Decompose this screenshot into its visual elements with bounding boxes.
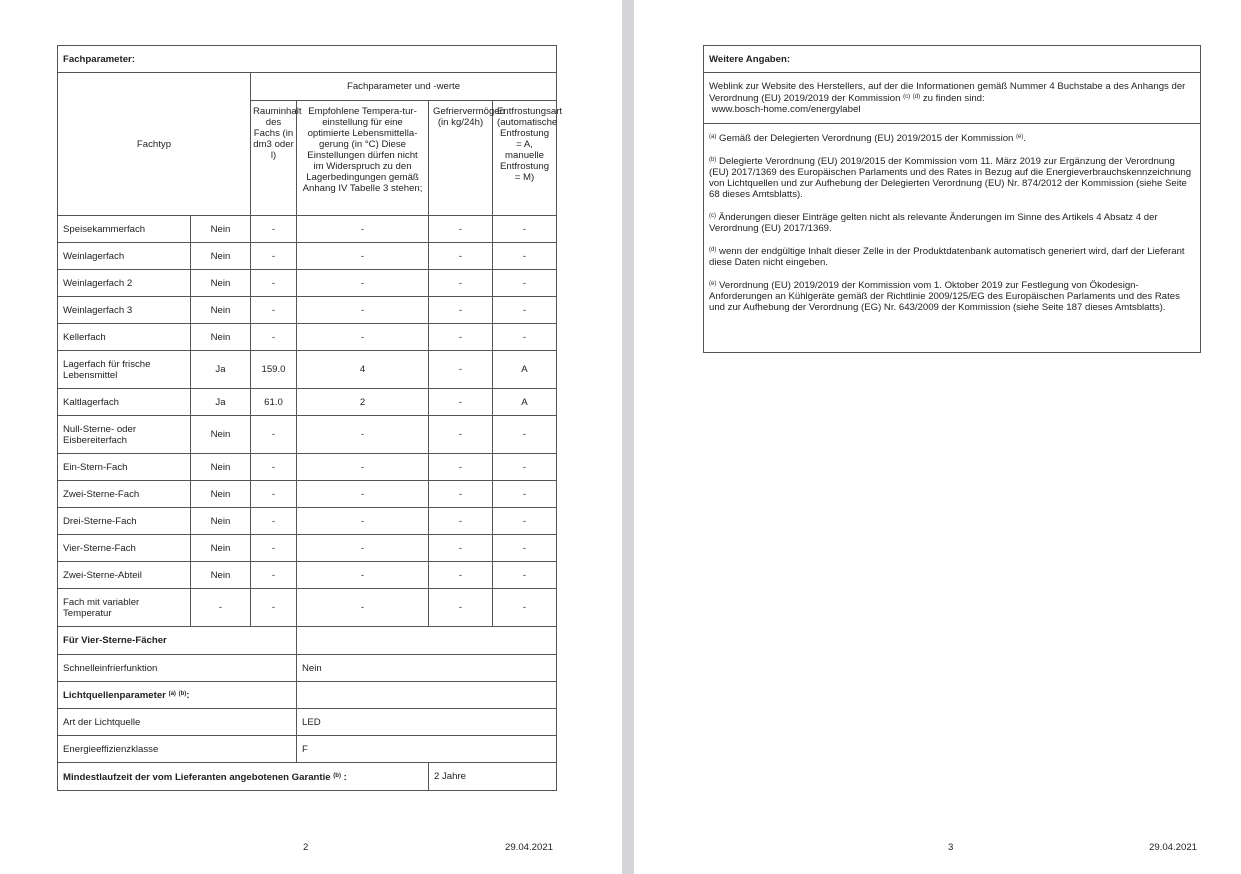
compartment-name: Kellerfach [58, 324, 191, 351]
compartment-present: Nein [191, 454, 251, 481]
footnote [709, 155, 1195, 200]
compartment-present: Nein [191, 562, 251, 589]
compartment-name: Lagerfach für frische Lebensmittel [58, 351, 191, 389]
compartment-name: Kaltlagerfach [58, 389, 191, 416]
table-row [58, 389, 557, 416]
light-type-value: LED [297, 709, 557, 736]
footnote-trail: . [1023, 133, 1027, 144]
empty-cell [297, 682, 557, 709]
footnote-text: Gemäß der Delegierten Verordnung (EU) 2019/2015 der Kommission [719, 133, 1014, 144]
footnote-mark: (b) [709, 157, 717, 163]
temperature-value: - [297, 454, 429, 481]
volume-value: 159.0 [251, 351, 297, 389]
weblink-text-2: zu finden sind: [922, 93, 985, 104]
compartment-present: Nein [191, 216, 251, 243]
light-heading-text: Lichtquellenparameter [63, 690, 166, 701]
footnote [709, 245, 1195, 268]
header-group: Fachparameter und -werte [251, 73, 557, 101]
freezing-capacity-value: - [429, 243, 493, 270]
freezing-capacity-value: - [429, 416, 493, 454]
defrost-type-value: - [493, 454, 557, 481]
compartment-present: Nein [191, 416, 251, 454]
defrost-type-value: - [493, 562, 557, 589]
table-row [58, 351, 557, 389]
volume-value: - [251, 481, 297, 508]
defrost-type-value: - [493, 243, 557, 270]
compartment-name: Weinlagerfach 2 [58, 270, 191, 297]
compartment-present: Nein [191, 243, 251, 270]
footnote [709, 132, 1195, 144]
four-star-heading: Für Vier-Sterne-Fächer [58, 627, 297, 655]
compartment-present: Ja [191, 351, 251, 389]
quick-freeze-value: Nein [297, 655, 557, 682]
compartment-name: Zwei-Sterne-Abteil [58, 562, 191, 589]
volume-value: - [251, 216, 297, 243]
compartment-name: Null-Sterne- oder Eisbereiterfach [58, 416, 191, 454]
light-type-label: Art der Lichtquelle [58, 709, 297, 736]
footnote-ref: (d) [912, 94, 921, 100]
header-volume: Rauminhalt des Fachs (in dm3 oder l) [251, 101, 297, 216]
table-row [58, 216, 557, 243]
volume-value: - [251, 324, 297, 351]
defrost-type-value: - [493, 535, 557, 562]
page-separator [622, 0, 634, 874]
page-number: 3 [948, 842, 954, 853]
table-row [58, 270, 557, 297]
footnote-mark: (e) [709, 281, 717, 287]
defrost-type-value: A [493, 351, 557, 389]
freezing-capacity-value: - [429, 297, 493, 324]
header-freezing-capacity: Gefriervermögen (in kg/24h) [429, 101, 493, 216]
defrost-type-value: - [493, 508, 557, 535]
volume-value: - [251, 416, 297, 454]
temperature-value: 2 [297, 389, 429, 416]
compartment-name: Vier-Sterne-Fach [58, 535, 191, 562]
table-title: Fachparameter: [58, 46, 557, 73]
volume-value: - [251, 454, 297, 481]
freezing-capacity-value: - [429, 454, 493, 481]
temperature-value: 4 [297, 351, 429, 389]
further-info-table [703, 45, 1201, 353]
footnote-ref: (c) [903, 94, 911, 100]
light-source-heading [58, 682, 297, 709]
footnote [709, 279, 1195, 313]
header-defrost-type: Entfrostungsart (automatische Entfrostung = A, manuelle Entfrostung = M) [493, 101, 557, 216]
volume-value: - [251, 562, 297, 589]
table-row [58, 297, 557, 324]
defrost-type-value: - [493, 270, 557, 297]
volume-value: - [251, 297, 297, 324]
compartment-name: Drei-Sterne-Fach [58, 508, 191, 535]
compartment-present: Ja [191, 389, 251, 416]
temperature-value: - [297, 270, 429, 297]
compartment-name: Speisekammerfach [58, 216, 191, 243]
temperature-value: - [297, 589, 429, 627]
compartment-present: Nein [191, 270, 251, 297]
freezing-capacity-value: - [429, 535, 493, 562]
table-row [58, 535, 557, 562]
warranty-text: Mindestlaufzeit der vom Lieferanten angebotenen Garantie [63, 771, 331, 783]
freezing-capacity-value: - [429, 481, 493, 508]
temperature-value: - [297, 324, 429, 351]
table-row [58, 324, 557, 351]
footnote-text: Änderungen dieser Einträge gelten nicht als relevante Änderungen im Sinne des Artikels 4 Absatz 4 der Verordnung (EU) 2017/1369. [709, 212, 1158, 234]
table-title: Weitere Angaben: [704, 46, 1201, 73]
footnote-ref: (b) [333, 772, 341, 779]
footnote-mark: (a) [709, 134, 717, 140]
temperature-value: - [297, 243, 429, 270]
colon: : [186, 690, 190, 701]
defrost-type-value: - [493, 297, 557, 324]
compartment-present: Nein [191, 481, 251, 508]
defrost-type-value: A [493, 389, 557, 416]
freezing-capacity-value: - [429, 389, 493, 416]
volume-value: - [251, 270, 297, 297]
freezing-capacity-value: - [429, 589, 493, 627]
document-page-3 [634, 0, 1241, 874]
compartment-present: Nein [191, 508, 251, 535]
defrost-type-value: - [493, 481, 557, 508]
table-row [58, 243, 557, 270]
table-row [58, 508, 557, 535]
footnote-text: wenn der endgültige Inhalt dieser Zelle in der Produktdatenbank automatisch generiert wird, darf der Lieferant diese Daten nicht eingeben. [709, 246, 1185, 268]
table-row [58, 454, 557, 481]
page-date: 29.04.2021 [1149, 842, 1198, 853]
weblink-cell [704, 73, 1201, 124]
weblink-text: Weblink zur Website des Herstellers, auf der die Informationen gemäß Nummer 4 Buchstabe a des Anhangs der Verordnung (EU) 2019/2019 der Kommission [709, 81, 1186, 104]
compartment-present: Nein [191, 297, 251, 324]
temperature-value: - [297, 508, 429, 535]
colon: : [343, 771, 347, 783]
freezing-capacity-value: - [429, 216, 493, 243]
defrost-type-value: - [493, 324, 557, 351]
freezing-capacity-value: - [429, 324, 493, 351]
page-date: 29.04.2021 [505, 842, 554, 853]
temperature-value: - [297, 481, 429, 508]
compartment-parameters-table [57, 45, 563, 791]
compartment-name: Weinlagerfach [58, 243, 191, 270]
footnotes-cell [704, 124, 1201, 353]
empty-cell [297, 627, 557, 655]
table-row [58, 416, 557, 454]
volume-value: - [251, 535, 297, 562]
header-temperature: Empfohlene Tempera-tur-einstellung für eine optimierte Lebensmittella-gerung (in °C) Diese Einstellungen dürfen nicht im Widerspruch zu den Lagerbedingungen gemäß Anhang IV Tabelle 3 stehen; [297, 101, 429, 216]
defrost-type-value: - [493, 589, 557, 627]
freezing-capacity-value: - [429, 270, 493, 297]
defrost-type-value: - [493, 216, 557, 243]
header-fachtyp: Fachtyp [58, 73, 251, 216]
quick-freeze-label: Schnelleinfrierfunktion [58, 655, 297, 682]
freezing-capacity-value: - [429, 508, 493, 535]
compartment-present: Nein [191, 535, 251, 562]
table-row [58, 589, 557, 627]
compartment-name: Ein-Stern-Fach [58, 454, 191, 481]
energy-class-value: F [297, 736, 557, 763]
temperature-value: - [297, 562, 429, 589]
footnote-ref: (a) [168, 691, 176, 697]
footnote-mark: (c) [709, 213, 716, 219]
temperature-value: - [297, 297, 429, 324]
page-number: 2 [303, 842, 309, 853]
volume-value: - [251, 508, 297, 535]
temperature-value: - [297, 416, 429, 454]
compartment-present: Nein [191, 324, 251, 351]
footnote-ref: (b) [178, 691, 187, 697]
footnote-text: Verordnung (EU) 2019/2019 der Kommission vom 1. Oktober 2019 zur Festlegung von Ökodesign-Anforderungen an Kühlgeräte gemäß der Richtlinie 2009/125/EG des Europäischen Parlaments und des Rates und zur Aufhebung der Verordnung (EG) Nr. 643/2009 der Kommission (siehe Seite 187 dieses Amtsblatts). [709, 280, 1180, 313]
footnote-text: Delegierte Verordnung (EU) 2019/2015 der Kommission vom 11. März 2019 zur Ergänzung der Verordnung (EU) 2017/1369 des Europäischen Parlaments und des Rates in Bezug auf die Energieverbrauchskennzeichnung von Lichtquellen und zur Aufhebung der Delegierten Verordnung (EU) Nr. 874/2012 der Kommission (siehe Seite 68 dieses Amtsblatts). [709, 156, 1192, 200]
footnote-mark: (d) [709, 247, 717, 253]
compartment-name: Fach mit variabler Temperatur [58, 589, 191, 627]
warranty-value: 2 Jahre [429, 763, 557, 791]
energy-class-label: Energieeffizienzklasse [58, 736, 297, 763]
table-row [58, 562, 557, 589]
defrost-type-value: - [493, 416, 557, 454]
warranty-label [58, 763, 429, 791]
freezing-capacity-value: - [429, 351, 493, 389]
footnote [709, 211, 1195, 234]
temperature-value: - [297, 216, 429, 243]
volume-value: - [251, 589, 297, 627]
volume-value: - [251, 243, 297, 270]
compartment-present: - [191, 589, 251, 627]
table-row [58, 481, 557, 508]
volume-value: 61.0 [251, 389, 297, 416]
manufacturer-weblink[interactable]: www.bosch-home.com/energylabel [711, 104, 861, 115]
footnote-ref: (e) [1016, 134, 1024, 140]
compartment-name: Weinlagerfach 3 [58, 297, 191, 324]
freezing-capacity-value: - [429, 562, 493, 589]
temperature-value: - [297, 535, 429, 562]
compartment-name: Zwei-Sterne-Fach [58, 481, 191, 508]
